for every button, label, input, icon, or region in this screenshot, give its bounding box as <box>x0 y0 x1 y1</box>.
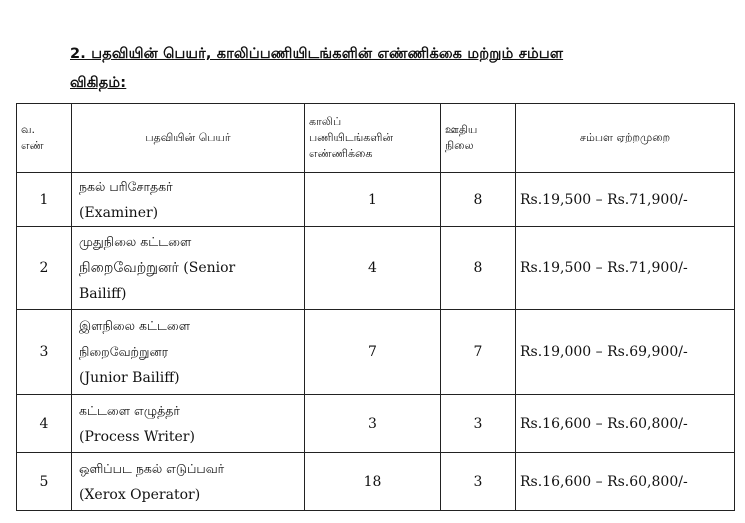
post-name-line: நகல் பரிசோதகர் <box>79 178 173 194</box>
post-name-line: கட்டளை எழுத்தர் <box>79 402 180 418</box>
cell-sno: 1 <box>17 173 72 227</box>
cell-vacancies: 3 <box>305 395 441 453</box>
header-sno-line: வ. <box>21 123 36 136</box>
cell-sno: 3 <box>17 310 72 395</box>
heading-line-2: விகிதம்: <box>70 75 127 91</box>
post-name-line: (Examiner) <box>79 204 159 221</box>
posts-table <box>16 103 735 511</box>
cell-pay-level: 7 <box>441 310 516 395</box>
cell-post <box>72 173 305 227</box>
header-post: பதவியின் பெயர் <box>72 104 305 173</box>
header-pay-scale: சம்பள ஏற்றமுறை <box>516 104 735 173</box>
header-vacancies <box>305 104 441 173</box>
post-name-line: இளநிலை கட்டளை <box>79 318 190 333</box>
cell-vacancies: 1 <box>305 173 441 227</box>
cell-post <box>72 227 305 310</box>
post-name-line: (Process Writer) <box>79 428 195 445</box>
post-name-line: நிறைவேற்றுனர் (Senior <box>79 260 236 276</box>
cell-pay-scale: Rs.19,500 – Rs.71,900/- <box>516 227 735 310</box>
cell-sno: 2 <box>17 227 72 310</box>
post-name-line: Bailiff) <box>79 286 127 302</box>
header-sno <box>17 104 72 173</box>
cell-post <box>72 453 305 511</box>
cell-post <box>72 395 305 453</box>
header-vacancies-line: காலிப் <box>309 115 342 128</box>
section-heading <box>70 40 730 98</box>
table-row <box>17 453 735 511</box>
cell-pay-level: 3 <box>441 453 516 511</box>
header-level-line: ஊதிய <box>445 123 478 136</box>
cell-pay-scale: Rs.16,600 – Rs.60,800/- <box>516 453 735 511</box>
header-vacancies-line: பணியிடங்களின் <box>309 131 394 144</box>
cell-pay-level: 8 <box>441 173 516 227</box>
cell-pay-scale: Rs.16,600 – Rs.60,800/- <box>516 395 735 453</box>
heading-line-1: 2. பதவியின் பெயர், காலிப்பணியிடங்களின் எண்ணிக்கை மற்றும் சம்பள <box>70 46 564 62</box>
cell-sno: 5 <box>17 453 72 511</box>
cell-vacancies: 4 <box>305 227 441 310</box>
table-row <box>17 173 735 227</box>
table-header-row <box>17 104 735 173</box>
table-row <box>17 395 735 453</box>
table-row <box>17 310 735 395</box>
post-name-line: முதுநிலை கட்டளை <box>79 234 192 249</box>
header-vacancies-line: எண்ணிக்கை <box>309 147 373 160</box>
header-level-line: நிலை <box>445 139 474 152</box>
cell-pay-scale: Rs.19,000 – Rs.69,900/- <box>516 310 735 395</box>
cell-post <box>72 310 305 395</box>
cell-pay-level: 8 <box>441 227 516 310</box>
header-pay-level <box>441 104 516 173</box>
cell-sno: 4 <box>17 395 72 453</box>
cell-vacancies: 18 <box>305 453 441 511</box>
table-row <box>17 227 735 310</box>
post-name-line: (Junior Bailiff) <box>79 370 180 386</box>
header-sno-line: எண் <box>21 139 44 152</box>
post-name-line: (Xerox Operator) <box>79 486 201 503</box>
cell-vacancies: 7 <box>305 310 441 395</box>
post-name-line: நிறைவேற்றுனர <box>79 344 169 359</box>
cell-pay-scale: Rs.19,500 – Rs.71,900/- <box>516 173 735 227</box>
post-name-line: ஒளிப்பட நகல் எடுப்பவர் <box>79 460 225 476</box>
cell-pay-level: 3 <box>441 395 516 453</box>
